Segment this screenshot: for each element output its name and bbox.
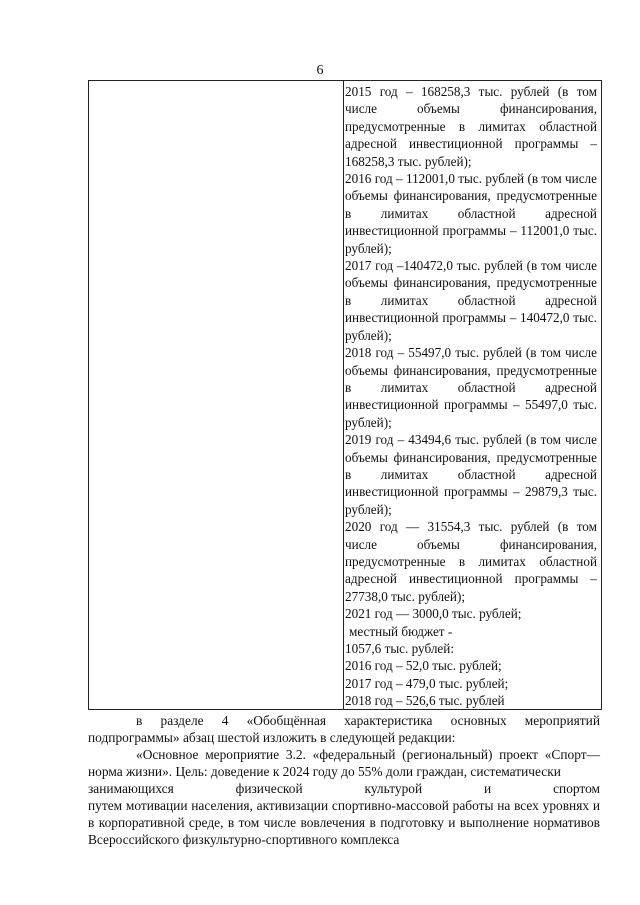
funding-2019: 2019 год – 43494,6 тыс. рублей (в том числе объемы финансирования, предусмотренные в лимитах областной адресной инвестиционной программы – 29879,3 тыс. рублей); xyxy=(345,432,597,517)
funding-2021: 2021 год — 3000,0 тыс. рублей; xyxy=(345,606,522,622)
quote-paragraph-spread-line xyxy=(88,780,600,797)
funding-2015: 2015 год – 168258,3 тыс. рублей (в том числе объемы финансирования, предусмотренные в лимитах областной адресной инвестиционной программы – 168258,3 тыс. рублей); xyxy=(345,84,597,169)
local-budget-2017: 2017 год – 479,0 тыс. рублей; xyxy=(345,675,509,691)
table-left-column xyxy=(89,81,344,709)
local-budget-2018: 2018 год – 526,6 тыс. рублей xyxy=(345,693,505,709)
body-text xyxy=(88,712,600,848)
funding-2018: 2018 год – 55497,0 тыс. рублей (в том числе объемы финансирования, предусмотренные в лимитах областной адресной инвестиционной программы – 55497,0 тыс. рублей); xyxy=(345,345,597,430)
quote-spread-text: занимающихся физической культурой и спортом xyxy=(88,781,600,796)
local-budget-total: 1057,6 тыс. рублей: xyxy=(345,641,455,656)
funding-table xyxy=(88,80,602,710)
page-number: 6 xyxy=(316,63,324,78)
table-right-column xyxy=(345,83,597,710)
quote-paragraph-start: «Основное мероприятие 3.2. «федеральный (региональный) проект «Спорт— норма жизни». Цель: доведение к 2024 году до 55% доли граждан, систематически xyxy=(88,747,600,779)
quote-paragraph-continuation: путем мотивации населения, активизации спортивно-массовой работы на всех уровнях и в корпоративной среде, в том числе вовлечения в подготовку и выполнение нормативов Всероссийского физкультурно-спортивного комплекса xyxy=(88,798,600,847)
section-intro-paragraph: в разделе 4 «Обобщённая характеристика основных мероприятий подпрограммы» абзац шестой изложить в следующей редакции: xyxy=(88,713,600,745)
local-budget-2016: 2016 год – 52,0 тыс. рублей; xyxy=(345,658,502,674)
funding-2020: 2020 год — 31554,3 тыс. рублей (в том числе объемы финансирования, предусмотренные в лимитах областной адресной инвестиционной программы – 27738,0 тыс. рублей); xyxy=(345,519,597,604)
funding-2017: 2017 год –140472,0 тыс. рублей (в том числе объемы финансирования, предусмотренные в лимитах областной адресной инвестиционной программы – 140472,0 тыс. рублей); xyxy=(345,258,597,343)
local-budget-label: местный бюджет - xyxy=(349,623,453,639)
funding-2016: 2016 год – 112001,0 тыс. рублей (в том числе объемы финансирования, предусмотренные в лимитах областной адресной инвестиционной программы – 112001,0 тыс. рублей); xyxy=(345,171,597,256)
